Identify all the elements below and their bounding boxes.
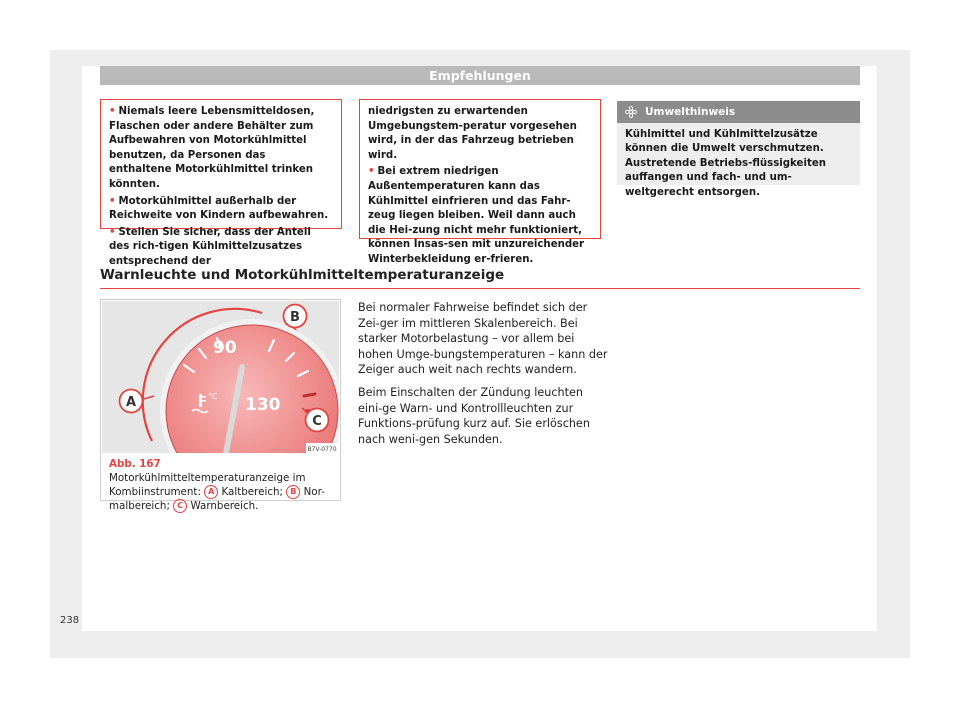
bullet-icon: •: [109, 195, 116, 207]
paragraph: Beim Einschalten der Zündung leuchten eini-ge Warn- und Kontrollleuchten zur Funktions-prüfung kurz auf. Sie erlöschen nach weni-gen Sekunden.: [358, 385, 590, 446]
paragraph: Bei normaler Fahrweise befindet sich der Zei-ger im mittleren Skalenbereich. Bei starker Motorbelastung – vor allem bei hohen Umge-bungstemperaturen – kann der Zeiger auch weit nach rechts wandern.: [358, 301, 608, 377]
temp-unit: °C: [208, 392, 218, 401]
gauge-value-130: 130: [245, 395, 281, 415]
bullet-icon: •: [368, 166, 375, 178]
body-text: [358, 300, 608, 454]
gauge-illustration: [102, 301, 339, 453]
caption-b-text: Nor-malbereich;: [109, 486, 325, 512]
badge-a: A: [204, 485, 218, 499]
badge-b: B: [286, 485, 300, 499]
badge-c: C: [173, 499, 187, 513]
caption-c-text: Warnbereich.: [190, 500, 259, 512]
chapter-header: Empfehlungen: [100, 66, 860, 85]
environment-note: [617, 101, 860, 198]
section-title: Warnleuchte und Motorkühlmitteltemperaturanzeige: [100, 267, 860, 289]
image-code: B7V-0770: [307, 446, 337, 453]
bullet-icon: •: [109, 226, 116, 238]
caption-prefix: Abb. 167: [109, 458, 161, 470]
warning-item: • Stellen Sie sicher, dass der Anteil des rich-tigen Kühlmittelzusatzes entsprechend der: [109, 226, 311, 267]
caption-a-text: Kaltbereich;: [221, 486, 283, 498]
figure-caption: [109, 457, 335, 513]
caption-text: Motorkühlmitteltemperaturanzeige im Kombiinstrument:: [109, 472, 306, 498]
callout-a: [120, 390, 143, 413]
figure-box: [100, 299, 341, 512]
page-number: 238: [60, 615, 80, 626]
svg-text:C: C: [312, 414, 322, 429]
warning-item: • Motorkühlmittel außerhalb der Reichweite von Kindern aufbewahren.: [109, 195, 329, 222]
warning-box-middle: [359, 99, 601, 265]
warning-item: • Bei extrem niedrigen Außentemperaturen kann das Kühlmittel einfrieren und das Fahr-zeug liegen bleiben. Weil dann auch die Hei-zung nicht mehr funktioniert, können Insas-sen mit unzureichender Winterbekleidung er-frieren.: [368, 166, 585, 265]
warning-item: • Niemals leere Lebensmitteldosen, Flaschen oder andere Behälter zum Aufbewahren von Motorkühlmittel benutzen, da Personen das enthaltene Motorkühlmittel trinken könnten.: [109, 106, 315, 190]
callout-b: [284, 305, 307, 328]
flower-icon: [625, 106, 637, 118]
callout-c: [306, 409, 329, 432]
warning-box-left: [100, 99, 342, 267]
environment-note-title: Umwelthinweis: [645, 106, 736, 118]
environment-note-header: [617, 101, 860, 123]
svg-text:A: A: [125, 395, 137, 410]
environment-note-text: Kühlmittel und Kühlmittelzusätze können die Umwelt verschmutzen. Austretende Betriebs-flüssigkeiten auffangen und fach- und um-weltgerecht entsorgen.: [625, 129, 826, 198]
gauge-value-90: 90: [213, 338, 237, 358]
svg-text:B: B: [290, 310, 300, 325]
warning-continuation: niedrigsten zu erwartenden Umgebungstem-peratur vorgesehen wird, in der das Fahrzeug betrieben wird.: [368, 106, 577, 161]
bullet-icon: •: [109, 106, 116, 117]
